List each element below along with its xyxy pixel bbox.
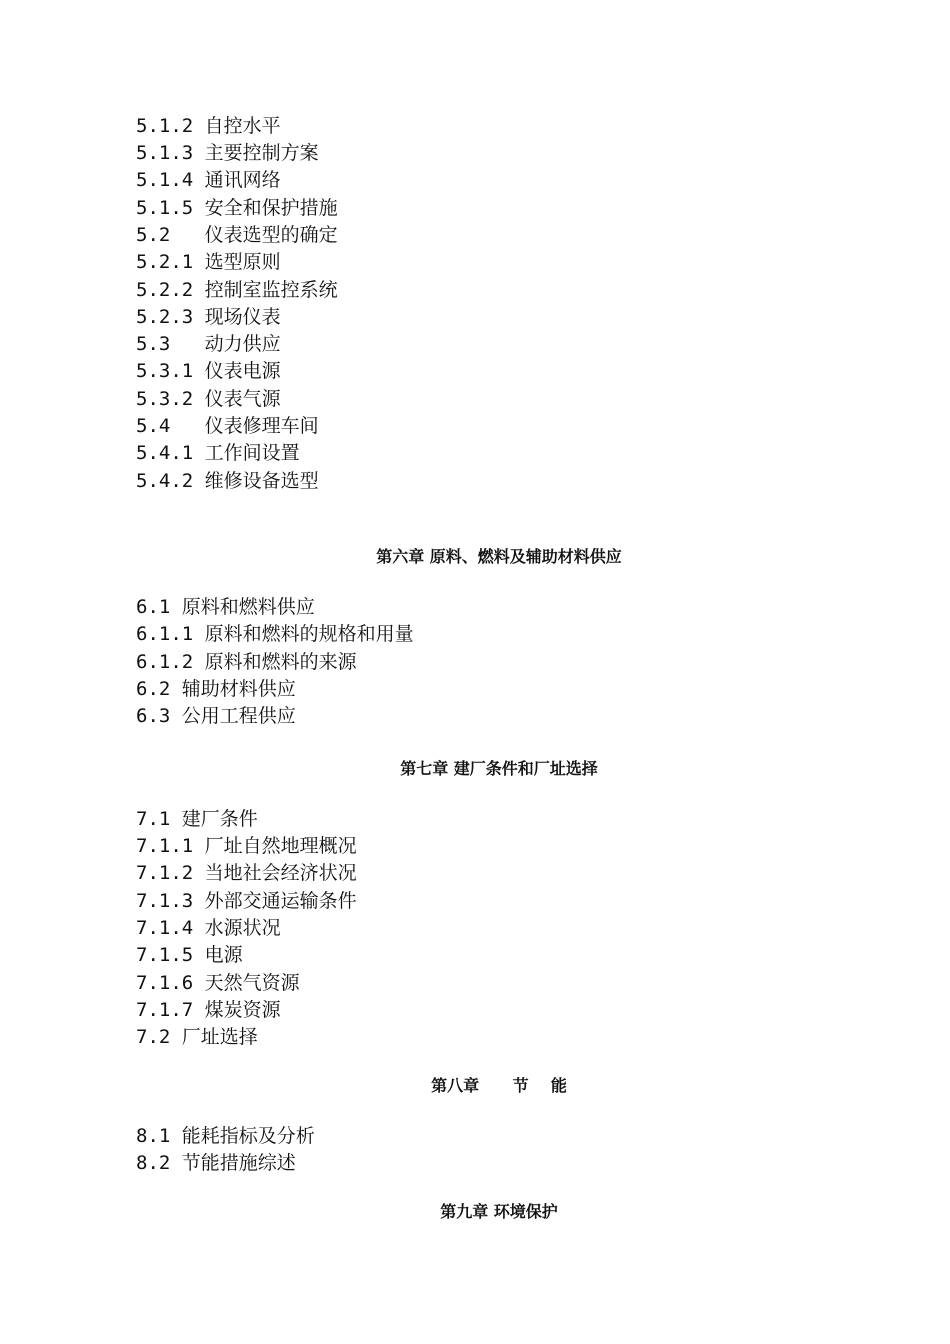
toc-entry-6-1-1: 6.1.1 原料和燃料的规格和用量 <box>136 623 414 645</box>
toc-entry-5-4: 5.4 仪表修理车间 <box>136 415 319 437</box>
toc-entry-7-1-3: 7.1.3 外部交通运输条件 <box>136 890 357 912</box>
toc-entry-5-2-1: 5.2.1 选型原则 <box>136 251 281 273</box>
toc-entry-7-1-1: 7.1.1 厂址自然地理概况 <box>136 835 357 857</box>
toc-entry-6-1: 6.1 原料和燃料供应 <box>136 596 315 618</box>
toc-entry-5-2-3: 5.2.3 现场仪表 <box>136 306 281 328</box>
toc-entry-5-4-1: 5.4.1 工作间设置 <box>136 442 300 464</box>
toc-entry-6-2: 6.2 辅助材料供应 <box>136 678 296 700</box>
chapter-8-heading: 第八章 节 能 <box>431 1076 567 1095</box>
toc-entry-6-1-2: 6.1.2 原料和燃料的来源 <box>136 651 357 673</box>
toc-entry-8-1: 8.1 能耗指标及分析 <box>136 1125 315 1147</box>
toc-entry-5-1-3: 5.1.3 主要控制方案 <box>136 142 319 164</box>
toc-entry-5-2: 5.2 仪表选型的确定 <box>136 224 338 246</box>
toc-entry-5-1-4: 5.1.4 通讯网络 <box>136 169 281 191</box>
toc-entry-5-3-1: 5.3.1 仪表电源 <box>136 360 281 382</box>
toc-entry-7-1-7: 7.1.7 煤炭资源 <box>136 999 281 1021</box>
toc-entry-5-4-2: 5.4.2 维修设备选型 <box>136 470 319 492</box>
chapter-7-heading: 第七章 建厂条件和厂址选择 <box>400 759 598 778</box>
toc-entry-5-1-2: 5.1.2 自控水平 <box>136 115 281 137</box>
toc-entry-7-1-5: 7.1.5 电源 <box>136 944 243 966</box>
toc-entry-6-3: 6.3 公用工程供应 <box>136 705 296 727</box>
toc-entry-8-2: 8.2 节能措施综述 <box>136 1152 296 1174</box>
toc-entry-5-3: 5.3 动力供应 <box>136 333 281 355</box>
toc-entry-5-2-2: 5.2.2 控制室监控系统 <box>136 279 338 301</box>
toc-entry-7-1-6: 7.1.6 天然气资源 <box>136 972 300 994</box>
toc-entry-5-1-5: 5.1.5 安全和保护措施 <box>136 197 338 219</box>
toc-entry-7-1-4: 7.1.4 水源状况 <box>136 917 281 939</box>
chapter-6-heading: 第六章 原料、燃料及辅助材料供应 <box>376 547 622 566</box>
toc-entry-7-1-2: 7.1.2 当地社会经济状况 <box>136 862 357 884</box>
chapter-9-heading: 第九章 环境保护 <box>440 1202 558 1221</box>
toc-entry-5-3-2: 5.3.2 仪表气源 <box>136 388 281 410</box>
toc-entry-7-1: 7.1 建厂条件 <box>136 808 258 830</box>
toc-entry-7-2: 7.2 厂址选择 <box>136 1026 258 1048</box>
